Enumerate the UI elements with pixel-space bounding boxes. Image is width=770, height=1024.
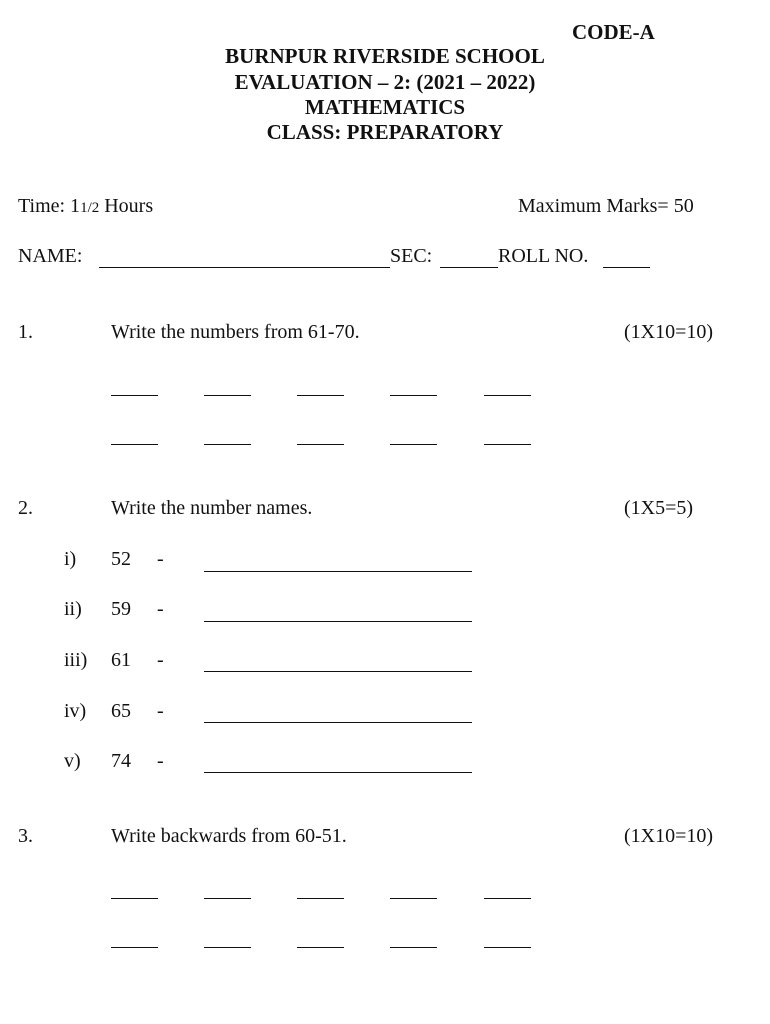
- question-3-marks: (1X10=10): [624, 825, 714, 847]
- answer-blank: [204, 898, 251, 899]
- answer-blank: [204, 947, 251, 948]
- answer-blank: [297, 947, 344, 948]
- item-number: 65: [111, 700, 131, 722]
- question-2-number: 2.: [18, 497, 33, 519]
- answer-blank: [297, 898, 344, 899]
- answer-blank: [111, 898, 158, 899]
- question-1-marks: (1X10=10): [624, 321, 714, 343]
- question-2-text: Write the number names.: [111, 497, 313, 519]
- roll-label: ROLL NO.: [498, 245, 589, 267]
- item-dash: -: [157, 700, 164, 722]
- paper-code: CODE-A: [572, 20, 655, 44]
- answer-blank: [390, 947, 437, 948]
- question-2-marks: (1X5=5): [624, 497, 694, 519]
- question-3-number: 3.: [18, 825, 33, 847]
- answer-blank: [297, 395, 344, 396]
- item-number: 61: [111, 649, 131, 671]
- item-dash: -: [157, 750, 164, 772]
- item-roman: i): [64, 548, 77, 570]
- number-name-blank: [204, 722, 472, 723]
- item-number: 52: [111, 548, 131, 570]
- subject-title: MATHEMATICS: [304, 95, 466, 119]
- question-1-text: Write the numbers from 61-70.: [111, 321, 360, 343]
- answer-blank: [111, 444, 158, 445]
- answer-blank: [484, 444, 531, 445]
- item-number: 74: [111, 750, 131, 772]
- answer-blank: [390, 444, 437, 445]
- sec-label: SEC:: [390, 245, 433, 267]
- answer-blank: [484, 947, 531, 948]
- time-fraction: 1/2: [80, 200, 100, 216]
- answer-blank: [204, 395, 251, 396]
- class-title: CLASS: PREPARATORY: [266, 120, 504, 144]
- item-roman: ii): [64, 598, 82, 620]
- item-roman: v): [64, 750, 81, 772]
- answer-blank: [484, 395, 531, 396]
- answer-blank: [484, 898, 531, 899]
- answer-blank: [111, 947, 158, 948]
- name-blank: [99, 267, 390, 268]
- answer-blank: [204, 444, 251, 445]
- number-name-blank: [204, 772, 472, 773]
- question-1-number: 1.: [18, 321, 33, 343]
- roll-blank: [603, 267, 650, 268]
- answer-blank: [297, 444, 344, 445]
- name-label: NAME:: [18, 245, 83, 267]
- evaluation-title: EVALUATION – 2: (2021 – 2022): [234, 70, 536, 94]
- item-dash: -: [157, 649, 164, 671]
- school-name: BURNPUR RIVERSIDE SCHOOL: [225, 44, 545, 68]
- maximum-marks: Maximum Marks= 50: [518, 195, 694, 217]
- item-dash: -: [157, 598, 164, 620]
- item-roman: iii): [64, 649, 88, 671]
- time-info: [18, 195, 153, 218]
- number-name-blank: [204, 571, 472, 572]
- number-name-blank: [204, 671, 472, 672]
- item-dash: -: [157, 548, 164, 570]
- item-roman: iv): [64, 700, 87, 722]
- time-prefix: Time: 1: [18, 195, 81, 217]
- question-3-text: Write backwards from 60-51.: [111, 825, 347, 847]
- answer-blank: [111, 395, 158, 396]
- item-number: 59: [111, 598, 131, 620]
- sec-blank: [440, 267, 498, 268]
- number-name-blank: [204, 621, 472, 622]
- answer-blank: [390, 395, 437, 396]
- time-suffix: Hours: [99, 195, 154, 217]
- answer-blank: [390, 898, 437, 899]
